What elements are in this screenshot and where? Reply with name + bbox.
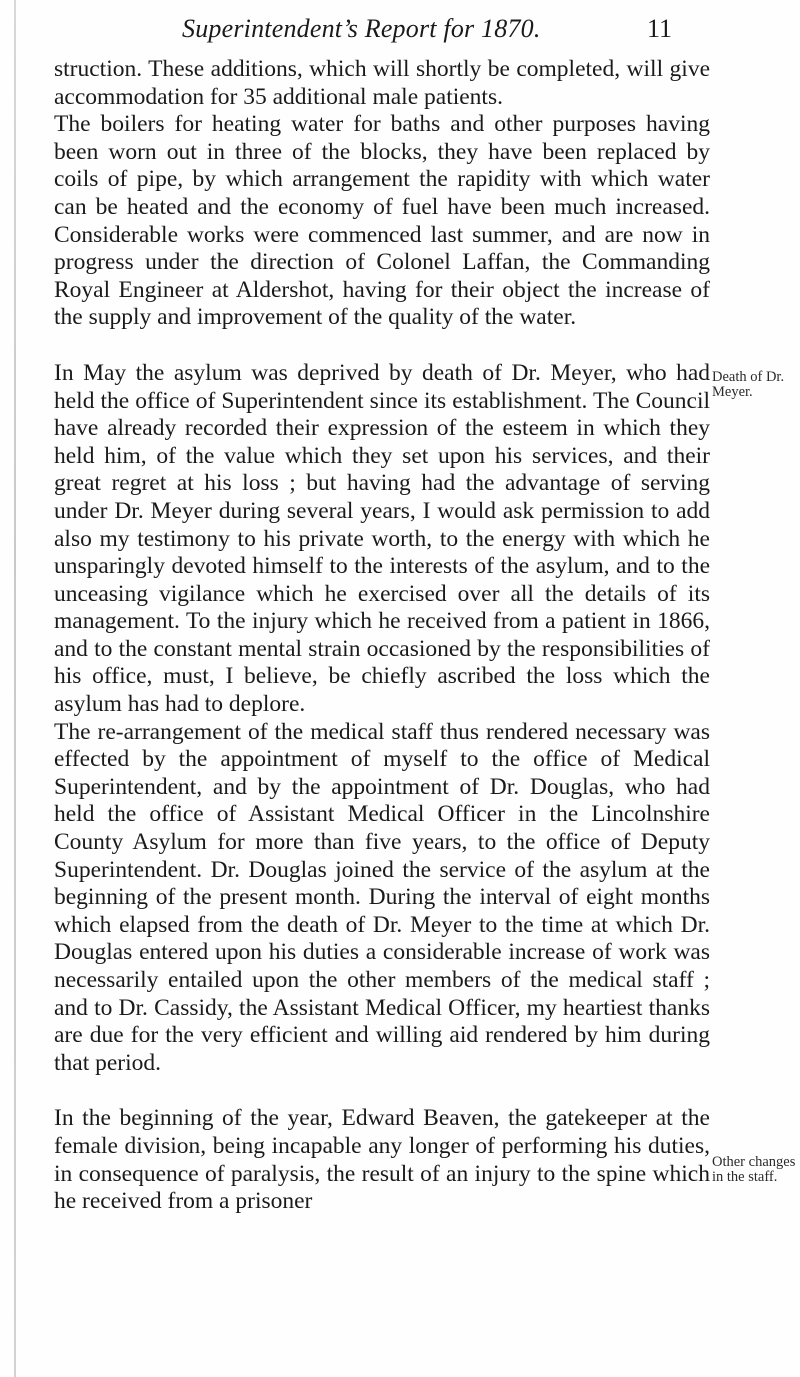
paragraph-5: In the beginning of the year, Edward Beaven, the gatekeeper at the female division, being incapable any longer of performing his duties, in consequence of paralysis, the result of an injury to the spine which he received from a prisoner	[54, 1105, 710, 1215]
margin-note-death: Death of Dr. Meyer.	[712, 369, 785, 400]
paragraph-3: In May the asylum was deprived by death of Dr. Meyer, who had held the office of Superintendent since its establishment. The Council have already recorded their expression of the esteem in which they held him, of the value which they set upon his services, and their great regret at his loss ; but having had the advantage of serving under Dr. Meyer during several years, I would ask permission to add also my testimony to his private worth, to the energy with which he unsparingly devoted himself to the interests of the asylum, and to the unceasing vigilance which he exercised over all the details of its management. To the injury which he received from a patient in 1866, and to the constant mental strain occasioned by the responsibilities of his office, must, I believe, be chiefly ascribed the loss which the asylum has had to deplore.	[54, 359, 710, 718]
margin-note-changes: Other changes in the staff.	[712, 1154, 796, 1185]
paragraph-gap	[54, 1077, 710, 1105]
paragraph-1: struction. These additions, which will shortly be completed, will give accommodation for 35 additional male patients.	[54, 56, 710, 110]
paragraph-4: The re-arrangement of the medical staff thus rendered necessary was effected by the appointment of myself to the office of Medical Superintendent, and by the appointment of Dr. Douglas, who had held the office of Assistant Medical Officer in the Lincolnshire County Asylum for more than five years, to the office of Deputy Superintendent. Dr. Douglas joined the service of the asylum at the beginning of the present month. During the interval of eight months which elapsed from the death of Dr. Meyer to the time at which Dr. Douglas entered upon his duties a considerable increase of work was necessarily entailed upon the other members of the medical staff ; and to Dr. Cassidy, the Assistant Medical Officer, my heartiest thanks are due for the very efficient and willing aid rendered by him during that period.	[54, 718, 710, 1076]
running-head: Superintendent’s Report for 1870.	[182, 14, 541, 43]
page-binding-edge	[14, 0, 16, 1377]
paragraph-2: The boilers for heating water for baths and other purposes having been worn out in three of the blocks, they have been replaced by coils of pipe, by which arrangement the rapidity with which water can be heated and the economy of fuel have been much increased. Considerable works were commenced last summer, and are now in progress under the direction of Colonel Laffan, the Commanding Royal Engineer at Aldershot, having for their object the increase of the supply and improvement of the quality of the water.	[54, 111, 710, 331]
paragraph-gap	[54, 332, 710, 360]
page-header	[170, 12, 700, 52]
page-number: 11	[646, 14, 672, 43]
body-text	[54, 56, 710, 1216]
